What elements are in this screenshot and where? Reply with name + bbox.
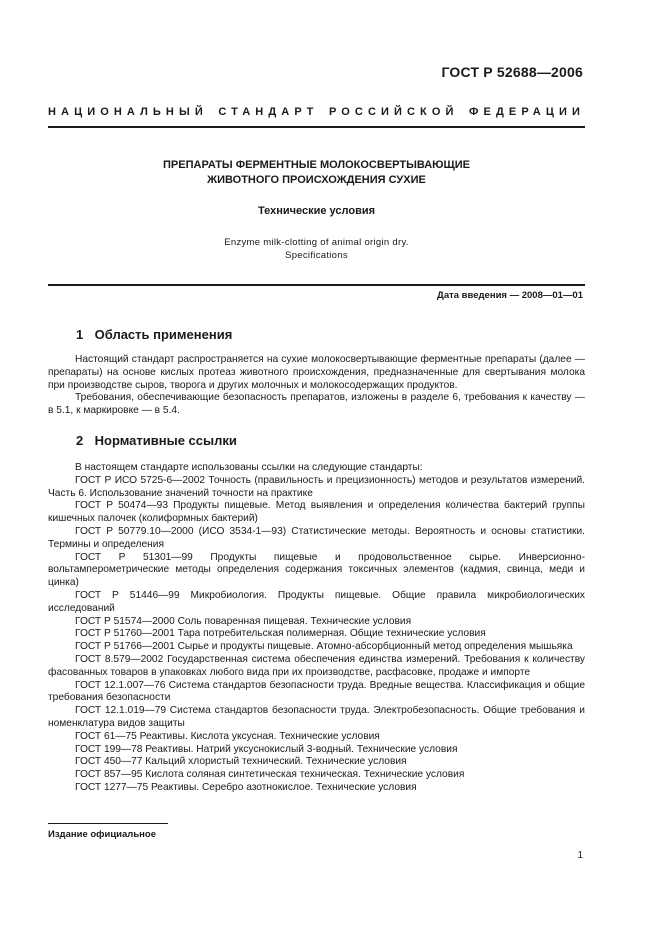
standard-number: ГОСТ Р 52688—2006 [441, 64, 583, 80]
reference-item: ГОСТ Р 51446—99 Микробиология. Продукты пищевые. Общие правила микробиологических исследований [48, 589, 585, 614]
reference-item: ГОСТ 199—78 Реактивы. Натрий уксуснокислый 3-водный. Технические условия [75, 743, 458, 755]
section-1-title: Область применения [94, 327, 233, 342]
section-1-body [48, 354, 585, 418]
section-1-number: 1 [76, 327, 84, 342]
document-subtitle: Технические условия [257, 205, 376, 217]
reference-item: ГОСТ Р 50779.10—2000 (ИСО 3534-1—93) Статистические методы. Вероятность и основы статистики. Термины и определения [48, 525, 585, 550]
section-1-paragraph: Требования, обеспечивающие безопасность препаратов, изложены в разделе 6, требования к качеству — в 5.1, к маркировке — в 5.4. [48, 392, 585, 417]
reference-item: ГОСТ Р 50474—93 Продукты пищевые. Метод выявления и определения количества бактерий группы кишечных палочек (колиформных бактерий) [48, 500, 585, 525]
section-2-number: 2 [76, 433, 84, 448]
reference-item: ГОСТ 1277—75 Реактивы. Серебро азотнокислое. Технические условия [75, 781, 417, 793]
title-line-1: ПРЕПАРАТЫ ФЕРМЕНТНЫЕ МОЛОКОСВЕРТЫВАЮЩИЕ [163, 159, 470, 171]
reference-item: ГОСТ 12.1.019—79 Система стандартов безопасности труда. Электробезопасность. Общие требования и номенклатура видов защиты [48, 705, 585, 729]
reference-item: ГОСТ 12.1.007—76 Система стандартов безопасности труда. Вредные вещества. Классификация и общие требования безопасности [48, 679, 585, 704]
reference-item: ГОСТ 61—75 Реактивы. Кислота уксусная. Технические условия [75, 730, 380, 742]
reference-item: ГОСТ Р 51760—2001 Тара потребительская полимерная. Общие технические условия [75, 628, 486, 640]
reference-item: ГОСТ Р 51766—2001 Сырье и продукты пищевые. Атомно-абсорбционный метод определения мышьяка [75, 641, 573, 653]
section-2-title: Нормативные ссылки [94, 433, 237, 448]
english-title-line-2: Specifications [285, 250, 348, 261]
title-line-2: ЖИВОТНОГО ПРОИСХОЖДЕНИЯ СУХИЕ [207, 174, 426, 186]
section-2-body [48, 462, 585, 795]
reference-item: ГОСТ Р ИСО 5725-6—2002 Точность (правильность и прецизионность) методов и результатов измерений. Часть 6. Использование значений точности на практике [48, 474, 585, 499]
introduction-date: Дата введения — 2008—01—01 [437, 290, 583, 301]
national-standard-heading: НАЦИОНАЛЬНЫЙ СТАНДАРТ РОССИЙСКОЙ ФЕДЕРАЦИИ [48, 106, 585, 118]
footer-divider [48, 823, 168, 824]
document-title [48, 158, 585, 188]
english-title-line-1: Enzyme milk-clotting of animal origin dry. [224, 237, 409, 248]
reference-item: ГОСТ 450—77 Кальций хлористый технический. Технические условия [75, 756, 407, 768]
english-title [48, 236, 585, 262]
reference-item: ГОСТ 8.579—2002 Государственная система обеспечения единства измерений. Требования к количеству фасованных товаров в упаковках любого вида при их производстве, расфасовке, продаже и импорте [48, 653, 585, 678]
section-1-paragraph: Настоящий стандарт распространяется на сухие молокосвертывающие ферментные препараты (далее — препараты) на основе кислых протеаз животного происхождения, предназначенные для свертывания молока при производстве сыров, творога и других молочных и молокосодержащих продуктов. [48, 354, 585, 391]
page-number: 1 [577, 850, 583, 861]
header-divider [48, 126, 585, 128]
reference-item: ГОСТ 857—95 Кислота соляная синтетическая техническая. Технические условия [75, 769, 465, 781]
references-intro: В настоящем стандарте использованы ссылки на следующие стандарты: [75, 462, 423, 473]
reference-item: ГОСТ Р 51574—2000 Соль поваренная пищевая. Технические условия [75, 615, 412, 627]
section-1-heading [76, 327, 232, 342]
title-divider [48, 284, 585, 286]
reference-item: ГОСТ Р 51301—99 Продукты пищевые и продовольственное сырье. Инверсионно-вольтамперометрические методы определения содержания токсичных элементов (кадмия, свинца, меди и цинка) [48, 551, 585, 589]
section-2-heading [76, 433, 237, 448]
edition-label: Издание официальное [48, 829, 156, 840]
